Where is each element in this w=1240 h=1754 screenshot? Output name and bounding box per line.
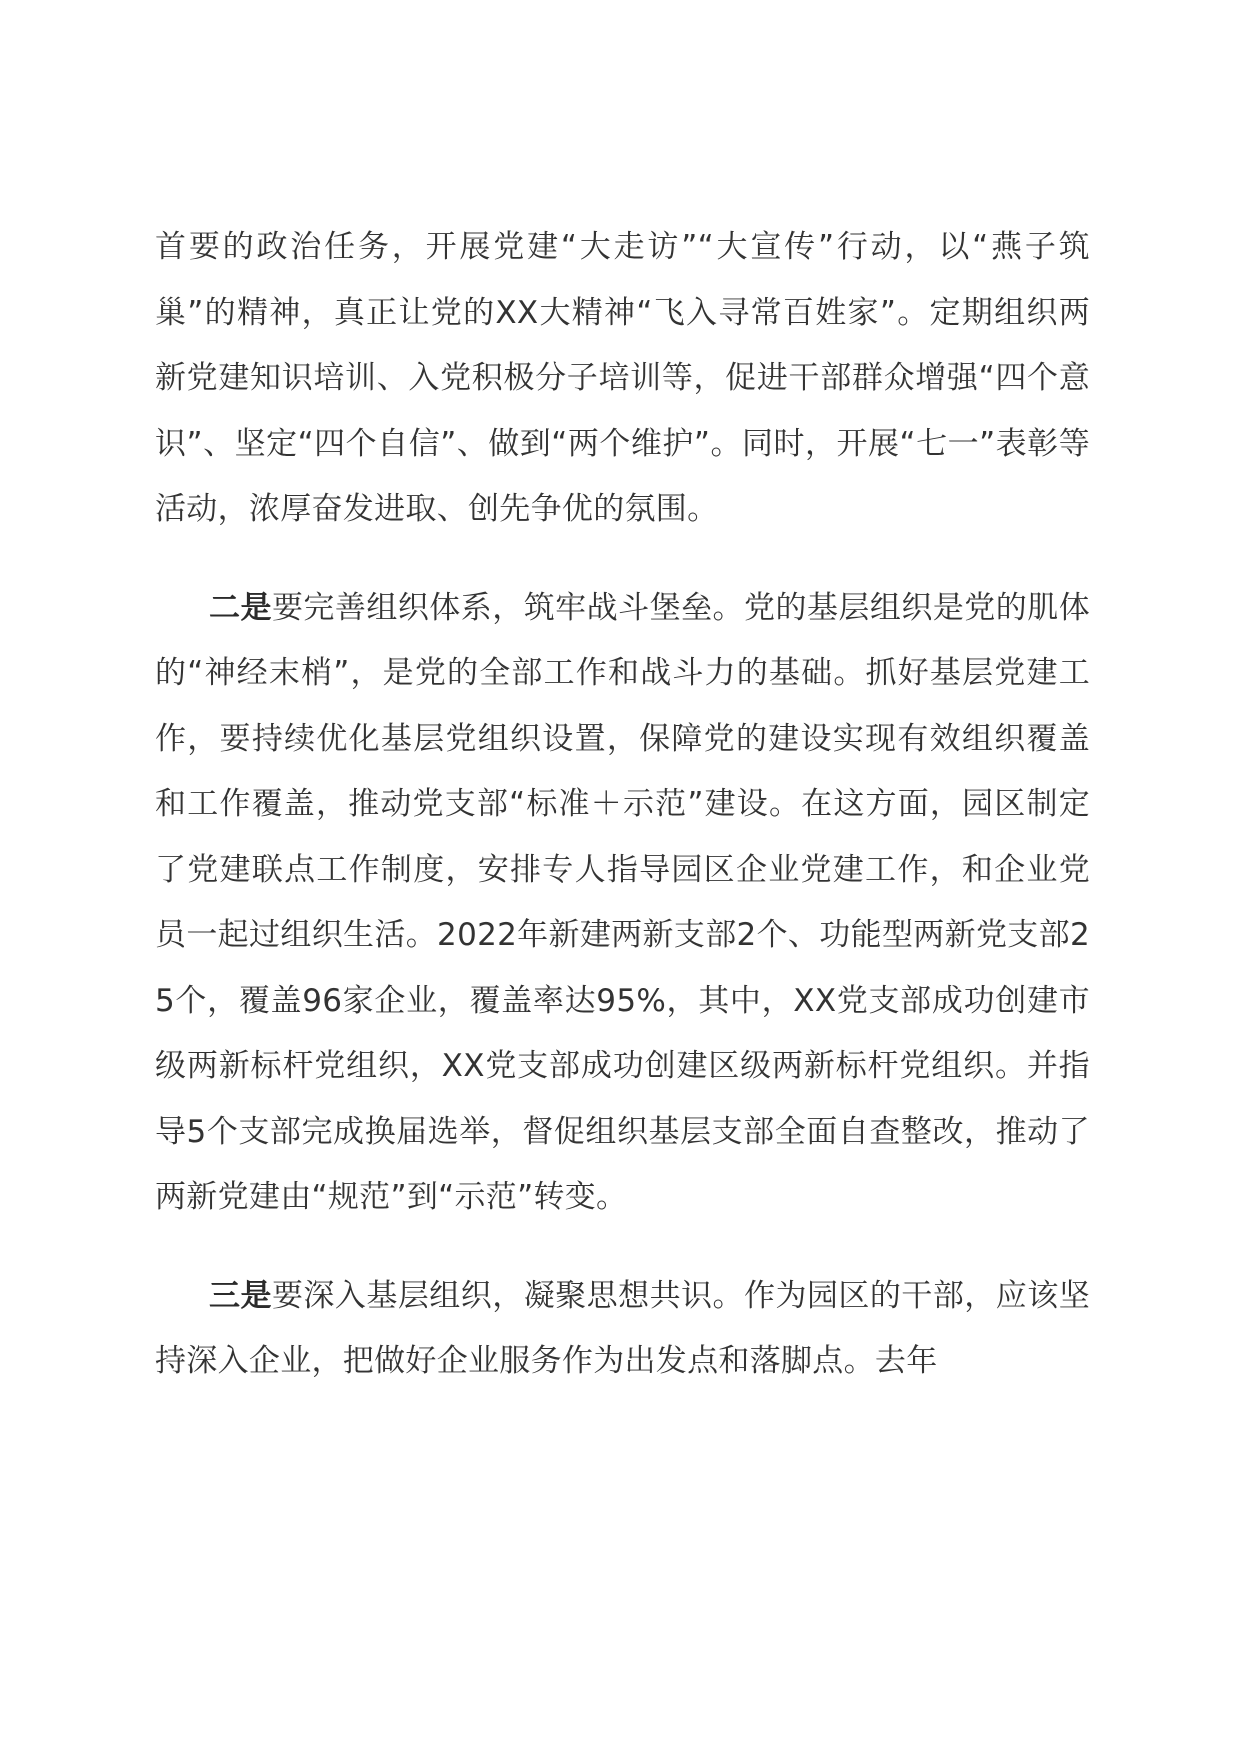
paragraph-2-text: 要完善组织体系，筑牢战斗堡垒。党的基层组织是党的肌体的“神经末梢”，是党的全部工作和战斗力的基础。抓好基层党建工作，要持续优化基层党组织设置，保障党的建设实现有效组织覆盖和工作覆盖，推动党支部“标准＋示范”建设。在这方面，园区制定了党建联点工作制度，安排专人指导园区企业党建工作，和企业党员一起过组织生活。2022年新建两新支部2个、功能型两新党支部25个，覆盖96家企业，覆盖率达95%，其中，XX党支部成功创建市级两新标杆党组织，XX党支部成功创建区级两新标杆党组织。并指导5个支部完成换届选举，督促组织基层支部全面自查整改，推动了两新党建由“规范”到“示范”转变。 — [155, 589, 1091, 1215]
paragraph-1-text: 首要的政治任务，开展党建“大走访”“大宣传”行动，以“燕子筑巢”的精神，真正让党的XX大精神“飞入寻常百姓家”。定期组织两新党建知识培训、入党积极分子培训等，促进干部群众增强“四个意识”、坚定“四个自信”、做到“两个维护”。同时，开展“七一”表彰等活动，浓厚奋发进取、创先争优的氛围。 — [155, 229, 1090, 527]
paragraph-3-text: 要深入基层组织，凝聚思想共识。作为园区的干部，应该坚持深入企业，把做好企业服务作为出发点和落脚点。去年 — [155, 1277, 1091, 1379]
paragraph-2 — [155, 576, 1090, 1231]
paragraph-2-lead: 二是 — [209, 589, 272, 626]
paragraph-1 — [155, 215, 1090, 543]
paragraph-3-lead: 三是 — [209, 1277, 272, 1314]
document-body — [155, 215, 1090, 1395]
paragraph-3 — [155, 1264, 1090, 1395]
